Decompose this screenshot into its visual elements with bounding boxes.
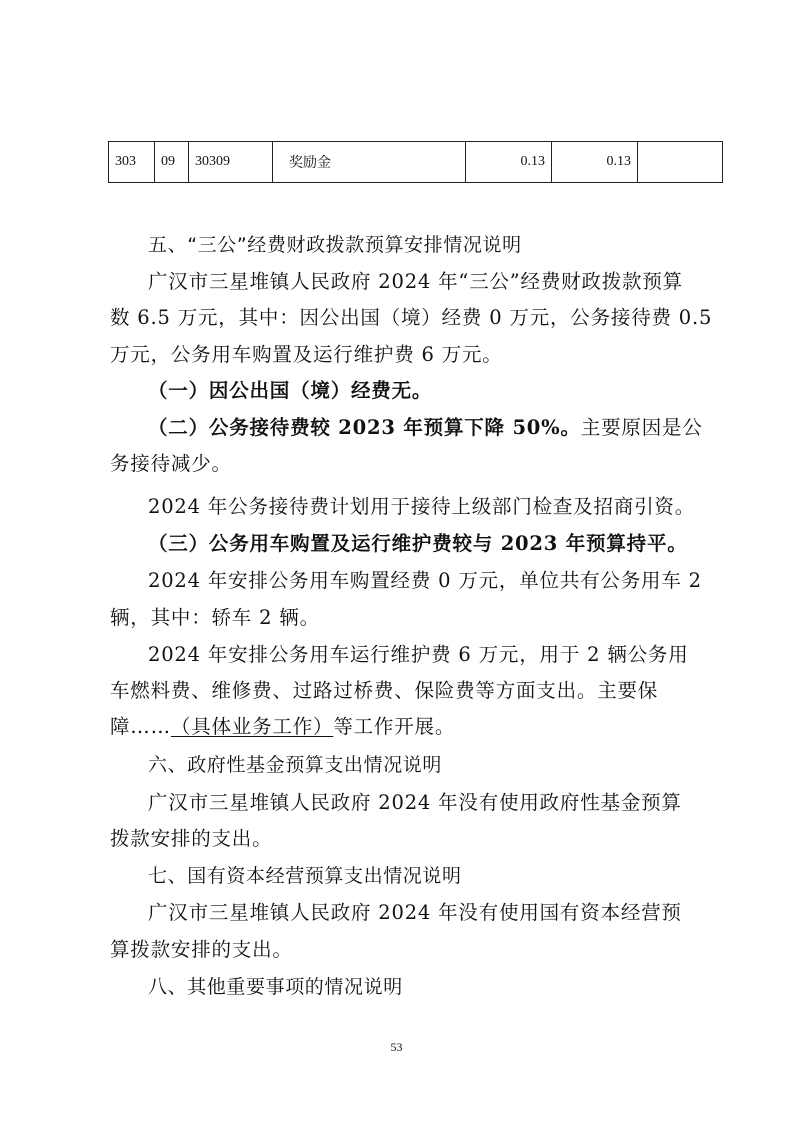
subsection-2-line-2: 务接待减少。: [110, 452, 232, 475]
subsection-2-line-1: [110, 410, 748, 447]
item-code-cell: 09: [155, 142, 189, 183]
subsection-3-heading: （三）公务用车购置及运行维护费较与 2023 年预算持平。: [148, 532, 688, 555]
class-code-cell: 303: [109, 142, 155, 183]
section-5-para-1-line-1: 广汉市三星堆镇人民政府 2024 年“三公”经费财政拨款预算: [148, 270, 683, 293]
section-6-heading: 六、政府性基金预算支出情况说明: [148, 754, 443, 776]
vehicle-maintenance-line-3: [110, 709, 710, 746]
subsection-2-rest: 主要原因是公: [580, 416, 703, 439]
amount-basic-cell: 0.13: [552, 142, 638, 183]
reception-plan-paragraph: 2024 年公务接待费计划用于接待上级部门检查及招商引资。: [148, 495, 696, 518]
section-5-para-1-line-2: 数 6.5 万元，其中：因公出国（境）经费 0 万元，公务接待费 0.5: [110, 306, 713, 329]
amount-total-cell: 0.13: [466, 142, 552, 183]
ellipsis-text: 障……: [110, 715, 171, 738]
subsection-2-bold: （二）公务接待费较 2023 年预算下降 50%。: [148, 416, 581, 439]
budget-table-fragment: [108, 141, 723, 183]
subject-code-cell: 30309: [189, 142, 273, 183]
subsection-1-heading: （一）因公出国（境）经费无。: [148, 379, 433, 402]
section-5-para-1-line-3: 万元，公务用车购置及运行维护费 6 万元。: [110, 343, 503, 366]
amount-project-cell: [638, 142, 723, 183]
vehicle-purchase-line-1: 2024 年安排公务用车购置经费 0 万元，单位共有公务用车 2: [148, 569, 702, 592]
table-row: [109, 142, 723, 183]
underlined-placeholder: （具体业务工作）: [170, 715, 334, 738]
vehicle-maintenance-line-2: 车燃料费、维修费、过路过桥费、保险费等方面支出。主要保: [110, 679, 659, 702]
section-6-line-2: 拨款安排的支出。: [110, 827, 273, 850]
page-number: 53: [390, 1040, 403, 1054]
section-7-heading: 七、国有资本经营预算支出情况说明: [148, 865, 462, 887]
section-7-line-2: 算拨款安排的支出。: [110, 938, 293, 961]
section-5-heading: 五、“三公”经费财政拨款预算安排情况说明: [148, 234, 522, 256]
section-6-line-1: 广汉市三星堆镇人民政府 2024 年没有使用政府性基金预算: [148, 791, 682, 814]
closing-text: 等工作开展。: [333, 715, 456, 738]
vehicle-maintenance-line-1: 2024 年安排公务用车运行维护费 6 万元，用于 2 辆公务用: [148, 643, 689, 666]
section-7-line-1: 广汉市三星堆镇人民政府 2024 年没有使用国有资本经营预: [148, 901, 682, 924]
vehicle-purchase-line-2: 辆，其中：轿车 2 辆。: [110, 606, 320, 629]
section-8-heading: 八、其他重要事项的情况说明: [148, 976, 403, 998]
subject-name-cell: 奖励金: [273, 142, 466, 183]
